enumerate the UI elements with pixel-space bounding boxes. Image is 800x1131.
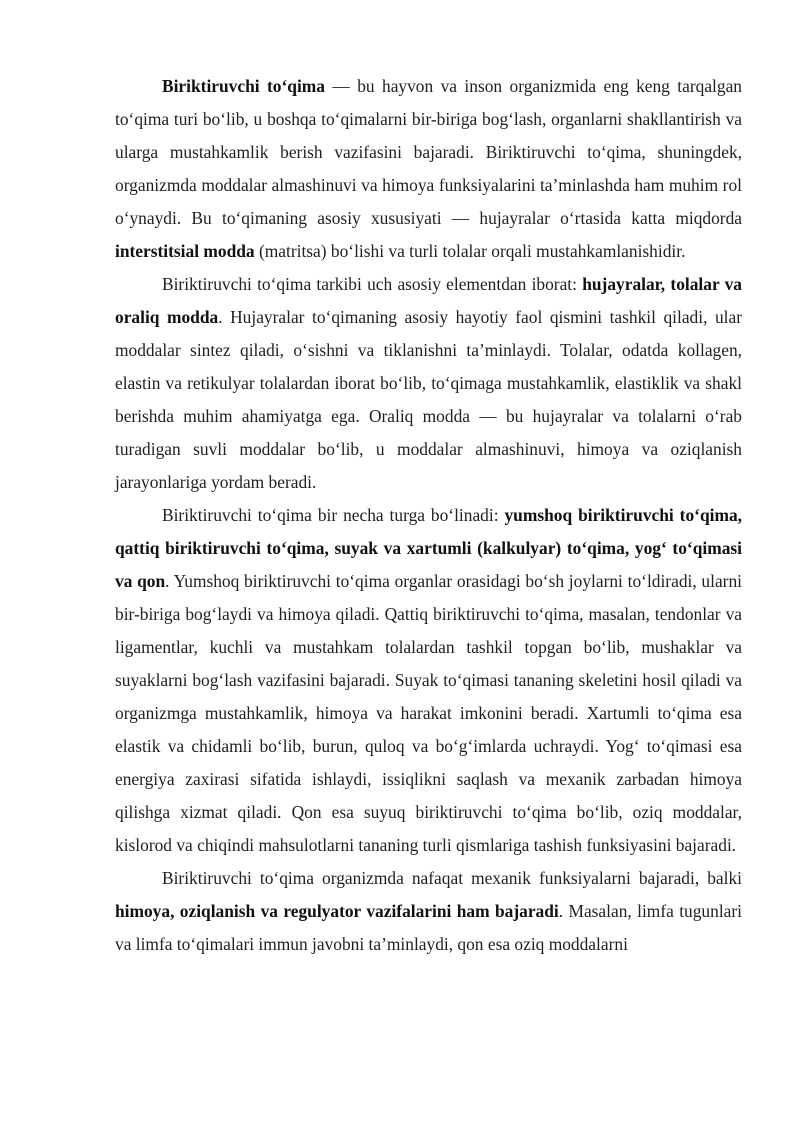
- paragraph-1-term: Biriktiruvchi to‘qima: [162, 76, 325, 96]
- paragraph-4-term: himoya, oziqlanish va regulyator vazifalarini ham bajaradi: [115, 901, 559, 921]
- paragraph-4-text-b: . Masalan, limfa tugunlari va limfa to‘qimalari immun javobni ta’minlaydi, qon esa oziq moddalarni: [115, 901, 742, 954]
- paragraph-1-text-a: — bu hayvon va inson organizmida eng keng tarqalgan to‘qima turi bo‘lib, u boshqa to‘qimalarni bir-biriga bog‘lash, organlarni shakllantirish va ularga mustahkamlik berish vazifasini bajaradi. Biriktiruvchi to‘qima, shuningdek, organizmda moddalar almashinuvi va himoya funksiyalarini ta’minlashda ham muhim rol o‘ynaydi. Bu to‘qimaning asosiy xususiyati — hujayralar o‘rtasida katta miqdorda: [115, 76, 742, 228]
- document-body: [115, 70, 742, 961]
- paragraph-2-term: hujayralar, tolalar va oraliq modda: [115, 274, 742, 327]
- paragraph-1: [115, 70, 742, 268]
- paragraph-4-text-a: Biriktiruvchi to‘qima organizmda nafaqat mexanik funksiyalarni bajaradi, balki: [162, 868, 742, 888]
- paragraph-1-term-interstitial: interstitsial modda: [115, 241, 255, 261]
- paragraph-2-text-a: Biriktiruvchi to‘qima tarkibi uch asosiy elementdan iborat:: [162, 274, 583, 294]
- paragraph-3-text-b: . Yumshoq biriktiruvchi to‘qima organlar orasidagi bo‘sh joylarni to‘ldiradi, ularni bir-biriga bog‘laydi va himoya qiladi. Qattiq biriktiruvchi to‘qima, masalan, tendonlar va ligamentlar, kuchli va mustahkam tolalardan tashkil topgan bo‘lib, mushaklar va suyaklarni bog‘lash vazifasini bajaradi. Suyak to‘qimasi tananing skeletini hosil qiladi va organizmga mustahkamlik, himoya va harakat imkonini beradi. Xartumli to‘qima esa elastik va chidamli bo‘lib, burun, quloq va bo‘g‘imlarda uchraydi. Yog‘ to‘qimasi esa energiya zaxirasi sifatida ishlaydi, issiqlikni saqlash va mexanik zarbadan himoya qilishga xizmat qiladi. Qon esa suyuq biriktiruvchi to‘qima bo‘lib, oziq moddalar, kislorod va chiqindi mahsulotlarni tananing turli qismlariga tashish funksiyasini bajaradi.: [115, 571, 742, 855]
- paragraph-1-text-b: (matritsa) bo‘lishi va turli tolalar orqali mustahkamlanishidir.: [254, 241, 686, 261]
- paragraph-3: [115, 499, 742, 862]
- paragraph-2: [115, 268, 742, 499]
- paragraph-3-text-a: Biriktiruvchi to‘qima bir necha turga bo‘linadi:: [162, 505, 505, 525]
- paragraph-2-text-b: . Hujayralar to‘qimaning asosiy hayotiy faol qismini tashkil qiladi, ular moddalar sintez qiladi, o‘sishni va tiklanishni ta’minlaydi. Tolalar, odatda kollagen, elastin va retikulyar tolalardan iborat bo‘lib, to‘qimaga mustahkamlik, elastiklik va shakl berishda muhim ahamiyatga ega. Oraliq modda — bu hujayralar va tolalarni o‘rab turadigan suvli moddalar bo‘lib, u moddalar almashinuvi, himoya va oziqlanish jarayonlariga yordam beradi.: [115, 307, 743, 492]
- paragraph-4: [115, 862, 742, 961]
- paragraph-3-term: yumshoq biriktiruvchi to‘qima, qattiq biriktiruvchi to‘qima, suyak va xartumli (kalkulyar) to‘qima, yog‘ to‘qimasi va qon: [115, 505, 742, 591]
